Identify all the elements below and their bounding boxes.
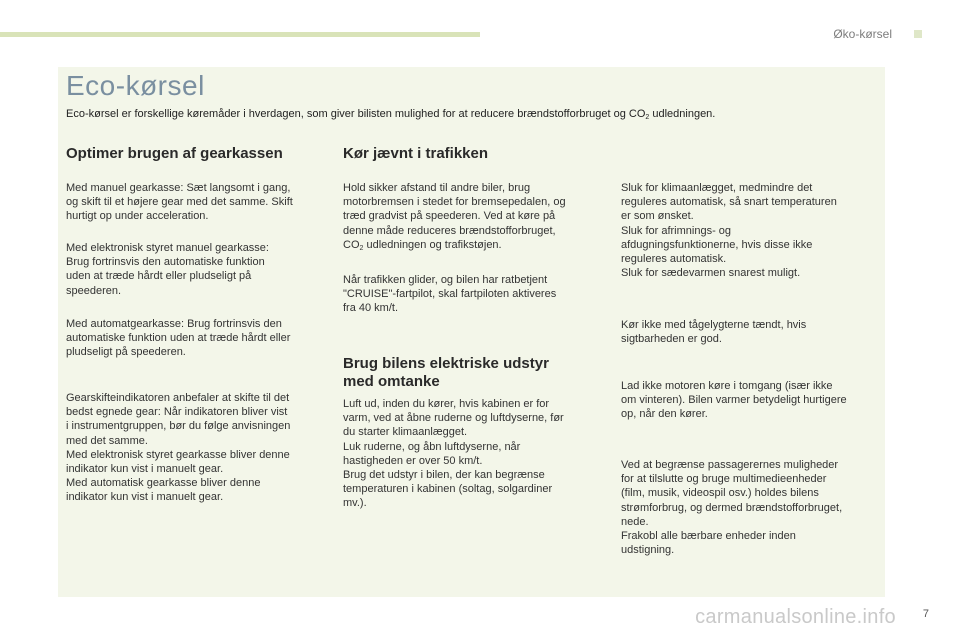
paragraph-manual-gearbox: Med manuel gearkasse: Sæt langsomt i gang, og skift til et højere gear med det samme. Skift hurtigt op under acceleration.: [66, 182, 293, 223]
watermark: carmanualsonline.info: [695, 606, 896, 628]
heading-smooth-driving: Kør jævnt i trafikken: [343, 145, 489, 162]
paragraph-automatic-gearbox: Med automatgearkasse: Brug fortrinsvis den automatiske funktion uden at træde hårdt eller pludseligt på speederen.: [66, 318, 291, 359]
section-header-title: Øko-kørsel: [833, 27, 892, 41]
paragraph-safe-distance: Hold sikker afstand til andre biler, brug motorbremsen i stedet for bremsepedalen, og træd gradvist på speederen. Ved at køre på denne måde reduceres brændstofforbruget, $CO_2$ udledningen og trafikstøjen.: [343, 182, 566, 252]
paragraph-cruise-control: Når trafikken glider, og bilen har ratbetjent "CRUISE"-fartpilot, skal fartpiloten aktiveres fra 40 km/t.: [343, 274, 557, 315]
header-accent-bar: [0, 32, 480, 37]
paragraph-electronic-gearbox: Med elektronisk styret manuel gearkasse: Brug fortrinsvis den automatiske funktion uden at træde hårdt eller pludseligt på speederen.: [66, 242, 269, 297]
paragraph-ventilation: Luft ud, inden du kører, hvis kabinen er for varm, ved at åbne ruderne og luftdyserne, før du starter klimaanlægget. Luk ruderne, og åbn luftdyserne, når hastigheden er over 50 km/t. Brug det udstyr i bilen, der kan begrænse temperaturen i kabinen (soltag, solgardiner mv.).: [343, 398, 564, 510]
paragraph-fog-lights: Kør ikke med tågelygterne tændt, hvis sigtbarheden er god.: [621, 319, 807, 346]
page-title: Eco-kørsel: [66, 70, 205, 101]
paragraph-idling: Lad ikke motoren køre i tomgang (især ikke om vinteren). Bilen varmer betydeligt hurtigere op, når den kører.: [621, 380, 847, 421]
header-square-marker: [914, 30, 922, 38]
intro-text: Eco-kørsel er forskellige køremåder i hverdagen, som giver bilisten mulighed for at reducere brændstofforbruget og $CO_2$ udledningen.: [66, 108, 716, 121]
paragraph-air-conditioning: Sluk for klimaanlægget, medmindre det reguleres automatisk, så snart temperaturen er som ønsket. Sluk for afrimnings- og afdugningsfunktionerne, hvis disse ikke reguleres automatisk. Sluk for sædevarmen snarest muligt.: [621, 182, 837, 280]
page-number: 7: [922, 608, 929, 620]
paragraph-multimedia: Ved at begrænse passagerernes muligheder for at tilslutte og bruge multimedieenheder (film, musik, videospil osv.) holdes bilens strømforbrug, og dermed brændstofforbruget, nede. Frakobl alle bærbare enheder inden udstigning.: [621, 459, 843, 557]
heading-electrical-equipment: Brug bilens elektriske udstyr med omtanke: [343, 355, 549, 390]
heading-gearbox: Optimer brugen af gearkassen: [66, 145, 283, 162]
paragraph-gearshift-indicator: Gearskifteindikatoren anbefaler at skifte til det bedst egnede gear: Når indikatoren bliver vist i instrumentgruppen, bør du følge anvisningen med det samme. Med elektronisk styret gearkasse bliver denne indikator kun vist i manuelt gear. Med automatisk gearkasse bliver denne indikator kun vist i manuelt gear.: [66, 392, 291, 504]
